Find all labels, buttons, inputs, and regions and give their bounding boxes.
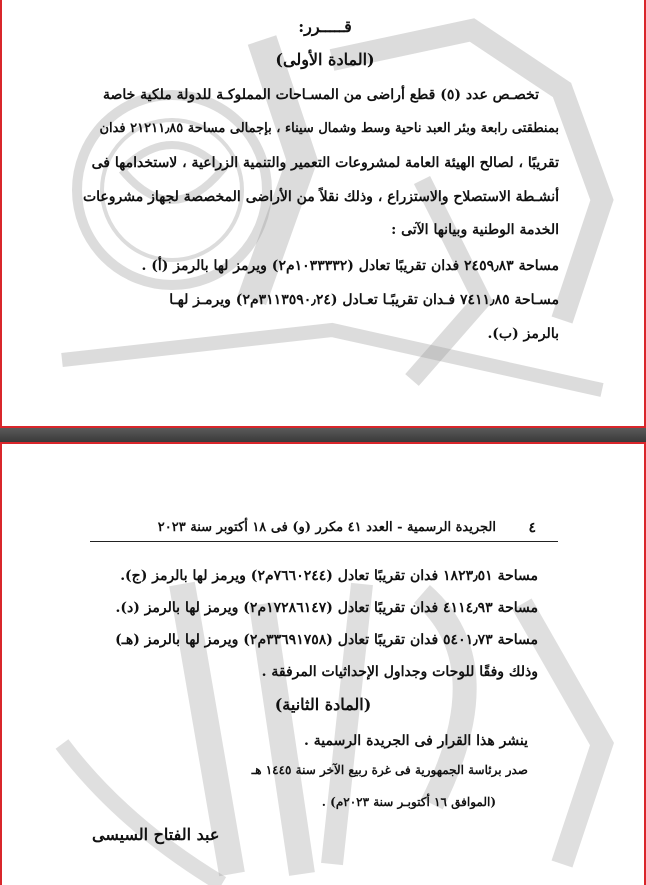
article-2-text: ينشر هذا القرار فى الجريدة الرسمية . <box>304 733 528 749</box>
body-line: مساحة ٤١١٤٫٩٣ فدان تقريبًا تعادل (١٧٢٨٦١٤٧م٢) ويرمز لها بالرمز (د). <box>115 600 538 616</box>
signature: عبد الفتاح السيسى <box>92 825 220 844</box>
body-line: تخصـص عدد (٥) قطع أراضى من المسـاحات المملوكـة للدولة ملكية خاصة <box>102 87 539 103</box>
publication-header: الجريدة الرسمية - العدد ٤١ مكرر (و) فى ١٨ أكتوبر سنة ٢٠٢٣ <box>157 520 496 535</box>
page-gutter <box>0 428 646 442</box>
body-line: الخدمة الوطنية وبيانها الآتى : <box>391 222 559 238</box>
issued-date-line: (الموافق ١٦ أكتوبـر سنة ٢٠٢٣م) . <box>321 795 496 809</box>
body-line: تقريبًا ، لصالح الهيئة العامة لمشروعات التعمير والتنمية الزراعية ، لاستخدامها فى <box>91 155 559 171</box>
document-page-top <box>0 0 646 428</box>
header-divider <box>90 541 558 542</box>
body-line: مساحة ٢٤٥٩٫٨٣ فدان تقريبًا تعادل (١٠٣٣٣٣٢م٢) ويرمز لها بالرمز (أ) . <box>141 258 559 274</box>
page-number: ٤ <box>528 520 536 536</box>
decision-title: قـــــرر: <box>298 17 352 36</box>
body-line: وذلك وفقًا للوحات وجداول الإحداثيات المرفقة . <box>261 664 538 680</box>
issued-line: صدر برئاسة الجمهورية فى غرة ربيع الآخر سنة ١٤٤٥ هـ <box>251 763 528 777</box>
body-line: بالرمز (ب). <box>487 326 559 342</box>
body-line: مساحة ١٨٢٣٫٥١ فدان تقريبًا تعادل (٧٦٦٠٢٤٤م٢) ويرمز لها بالرمز (ج). <box>120 568 538 584</box>
body-line: بمنطقتى رابعة وبئر العبد ناحية وسط وشمال سيناء ، بإجمالى مساحة ٢١٢١١٫٨٥ فدان <box>99 121 559 136</box>
article-2-title: (المادة الثانية) <box>274 695 372 714</box>
body-line: مساحة ٥٤٠١٫٧٣ فدان تقريبًا تعادل (٣٣٦٩١٧٥٨م٢) ويرمز لها بالرمز (هـ) <box>115 632 538 648</box>
article-1-title: (المادة الأولى) <box>275 50 375 69</box>
body-line: مسـاحة ٧٤١١٫٨٥ فـدان تقريبًـا تعـادل (٣١١٣٥٩٠٫٢٤م٢) ويرمـز لهـا <box>169 292 559 308</box>
body-line: أنشـطة الاستصلاح والاستزراع ، وذلك نقلاً من الأراضى المخصصة لجهاز مشروعات <box>82 189 559 205</box>
